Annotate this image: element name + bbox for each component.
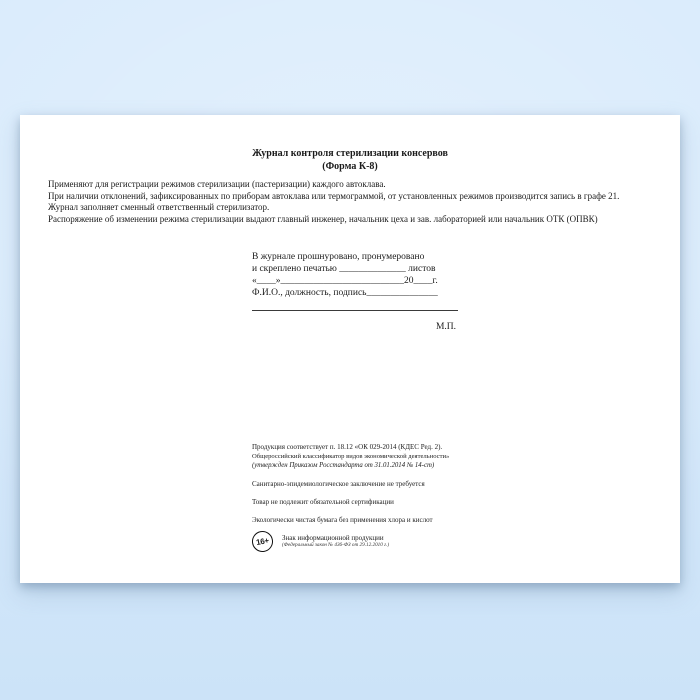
compliance-standard-line-1: Продукция соответствует п. 18.12 «ОК 029-2014 (КДЕС Ред. 2). <box>252 443 443 451</box>
intro-paragraph <box>48 179 664 226</box>
title-form-number: (Форма К-8) <box>322 160 378 172</box>
binding-line-date-blank: «____»__________________________20____г. <box>252 275 438 286</box>
binding-line-signature-blank: Ф.И.О., должность, подпись_______________ <box>252 287 438 298</box>
age-16plus-icon: 16+ <box>250 529 274 553</box>
compliance-block <box>252 443 502 525</box>
binding-line-1: В журнале прошнуровано, пронумеровано <box>252 252 425 262</box>
eco-paper-note: Экологически чистая бумага без применения хлора и кислот <box>252 516 433 525</box>
document-sheet <box>20 115 680 583</box>
sanitary-note: Санитарно-эпидемиологическое заключение не требуется <box>252 479 425 488</box>
signature-rule <box>252 310 458 311</box>
intro-line-3: Журнал заполняет сменный ответственный стерилизатор. <box>48 202 270 213</box>
intro-line-2: При наличии отклонений, зафиксированных по приборам автоклава или термограммой, от установленных режимов производится запись в графе 21. <box>48 190 620 201</box>
title-line: Журнал контроля стерилизации консервов <box>252 148 448 159</box>
age-rating-text <box>282 534 389 550</box>
certification-note: Товар не подлежит обязательной сертификации <box>252 497 394 506</box>
stamp-placeholder: М.П. <box>435 321 456 332</box>
binding-record-block <box>252 252 458 334</box>
age-rating-row <box>252 531 389 552</box>
age-rating-law-note: (Федеральный закон № 436-ФЗ от 29.12.2010 г.) <box>282 542 390 549</box>
binding-line-sheets-blank: и скреплено печатью ______________ листов <box>252 263 436 274</box>
intro-line-1: Применяют для регистрации режимов стерилизации (пастеризации) каждого автоклава. <box>48 179 386 189</box>
compliance-standard-line-2: Общероссийский классификатор видов экономической деятельности» <box>252 453 450 461</box>
intro-line-4: Распоряжение об изменении режима стерилизации выдают главный инженер, начальник цеха и зав. лабораторией или начальник ОТК (ОПВК) <box>48 214 598 225</box>
compliance-standard-line-3: (утвержден Приказом Росстандарта от 31.01.2014 № 14-ст) <box>252 462 435 470</box>
document-title <box>20 148 680 173</box>
age-rating-label: Знак информационной продукции <box>282 533 384 542</box>
